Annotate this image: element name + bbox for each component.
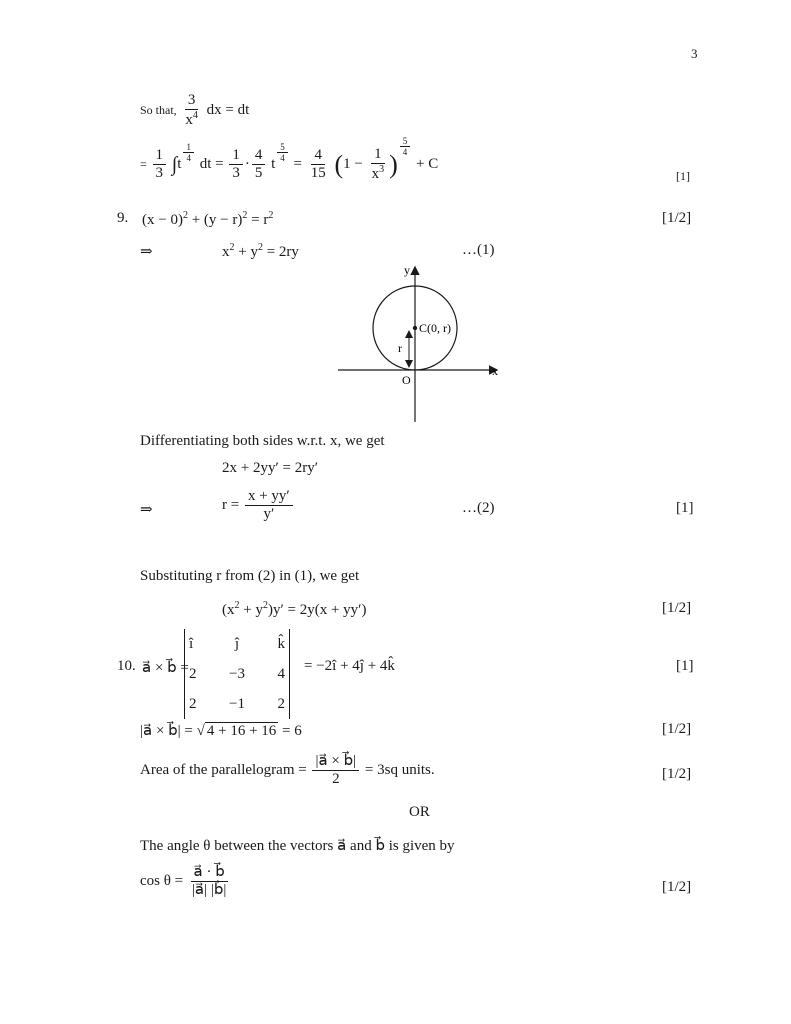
cross-product-rhs: = −2î + 4ĵ + 4k̂ [304, 658, 395, 674]
implies-symbol: ⇒ [140, 502, 153, 518]
q10-number: 10. [117, 658, 136, 674]
q9-number: 9. [117, 210, 129, 226]
differentiating-text: Differentiating both sides w.r.t. x, we get [140, 433, 385, 449]
y-axis-label: y [404, 263, 410, 277]
substituting-text: Substituting r from (2) in (1), we get [140, 568, 360, 584]
angle-text: The angle θ between the vectors a⃗ and b⃗ is given by [140, 838, 455, 854]
x-axis-label: x [492, 364, 498, 378]
q9-mark-3: [1/2] [662, 600, 692, 616]
implies-symbol: ⇒ [140, 244, 153, 260]
equation-tag-1: …(1) [462, 242, 495, 258]
area-line: Area of the parallelogram = $\frac{|a⃗ \times b⃗|}{2}$ = 3sq units. [140, 753, 435, 788]
det-row: î ĵ k̂ [189, 635, 285, 652]
q8-mark: [1] [676, 169, 690, 183]
substitution-fraction: $\frac{3}{x^4}$ [185, 92, 198, 129]
or-separator: OR [409, 804, 430, 820]
page-number: 3 [691, 46, 698, 61]
det-row: 2 −1 2 [189, 695, 285, 712]
equation-tag-2: …(2) [462, 500, 495, 516]
center-point [413, 326, 417, 330]
circle-diagram [336, 262, 506, 427]
q10-mark-2: [1/2] [662, 721, 692, 737]
final-equation: $(x^2 + y^2)y' = 2y(x + yy')$ [222, 600, 367, 618]
integral-sign: ∫ [171, 153, 178, 176]
q10-mark-1: [1] [676, 658, 694, 674]
so-that-label: So that, [140, 103, 177, 118]
magnitude-line: |a⃗ × b⃗| = √ 4 + 16 + 16 = 6 [140, 723, 302, 739]
cosine-formula: cos θ = $\frac{a⃗ \cdot b⃗}{|a⃗| |b⃗|}$ [140, 864, 227, 899]
cross-product-lhs: a⃗ × b⃗ = [142, 660, 189, 676]
origin-label: O [402, 373, 411, 387]
center-label: C(0, r) [419, 321, 451, 335]
q9-equation-1: $x^2 + y^2 = 2ry$ [222, 242, 299, 260]
r-expression: r = $\frac{x + yy'}{y'}$ [222, 488, 295, 524]
differentiated-equation: 2x + 2yy′ = 2ry′ [222, 460, 318, 476]
exponent-fraction: $\frac{1}{4}$ [183, 142, 194, 164]
substitution-rest: dx = dt [206, 102, 250, 119]
determinant [184, 629, 290, 719]
radius-label: r [398, 341, 402, 355]
q10-mark-4: [1/2] [662, 879, 692, 895]
q9-mark-2: [1] [676, 500, 694, 516]
det-row: 2 −3 4 [189, 665, 285, 682]
q8-integral-line: = $\frac{1}{3}$ ∫t $\frac{1}{4}$ dt = $\frac{1}{3}$ · $\frac{4}{5}$ t $\frac{5}{4}$ = $\frac{4}{15}$ (1 − $\frac{1}{x^3}$ ) $\frac{5}{4}$ + C [140, 136, 439, 183]
q8-substitution-line [140, 92, 249, 130]
q9-mark-1: [1/2] [662, 210, 692, 226]
q10-mark-3: [1/2] [662, 766, 692, 782]
q9-circle-equation: $(x - 0)^2 + (y - r)^2 = r^2$ [142, 210, 274, 228]
